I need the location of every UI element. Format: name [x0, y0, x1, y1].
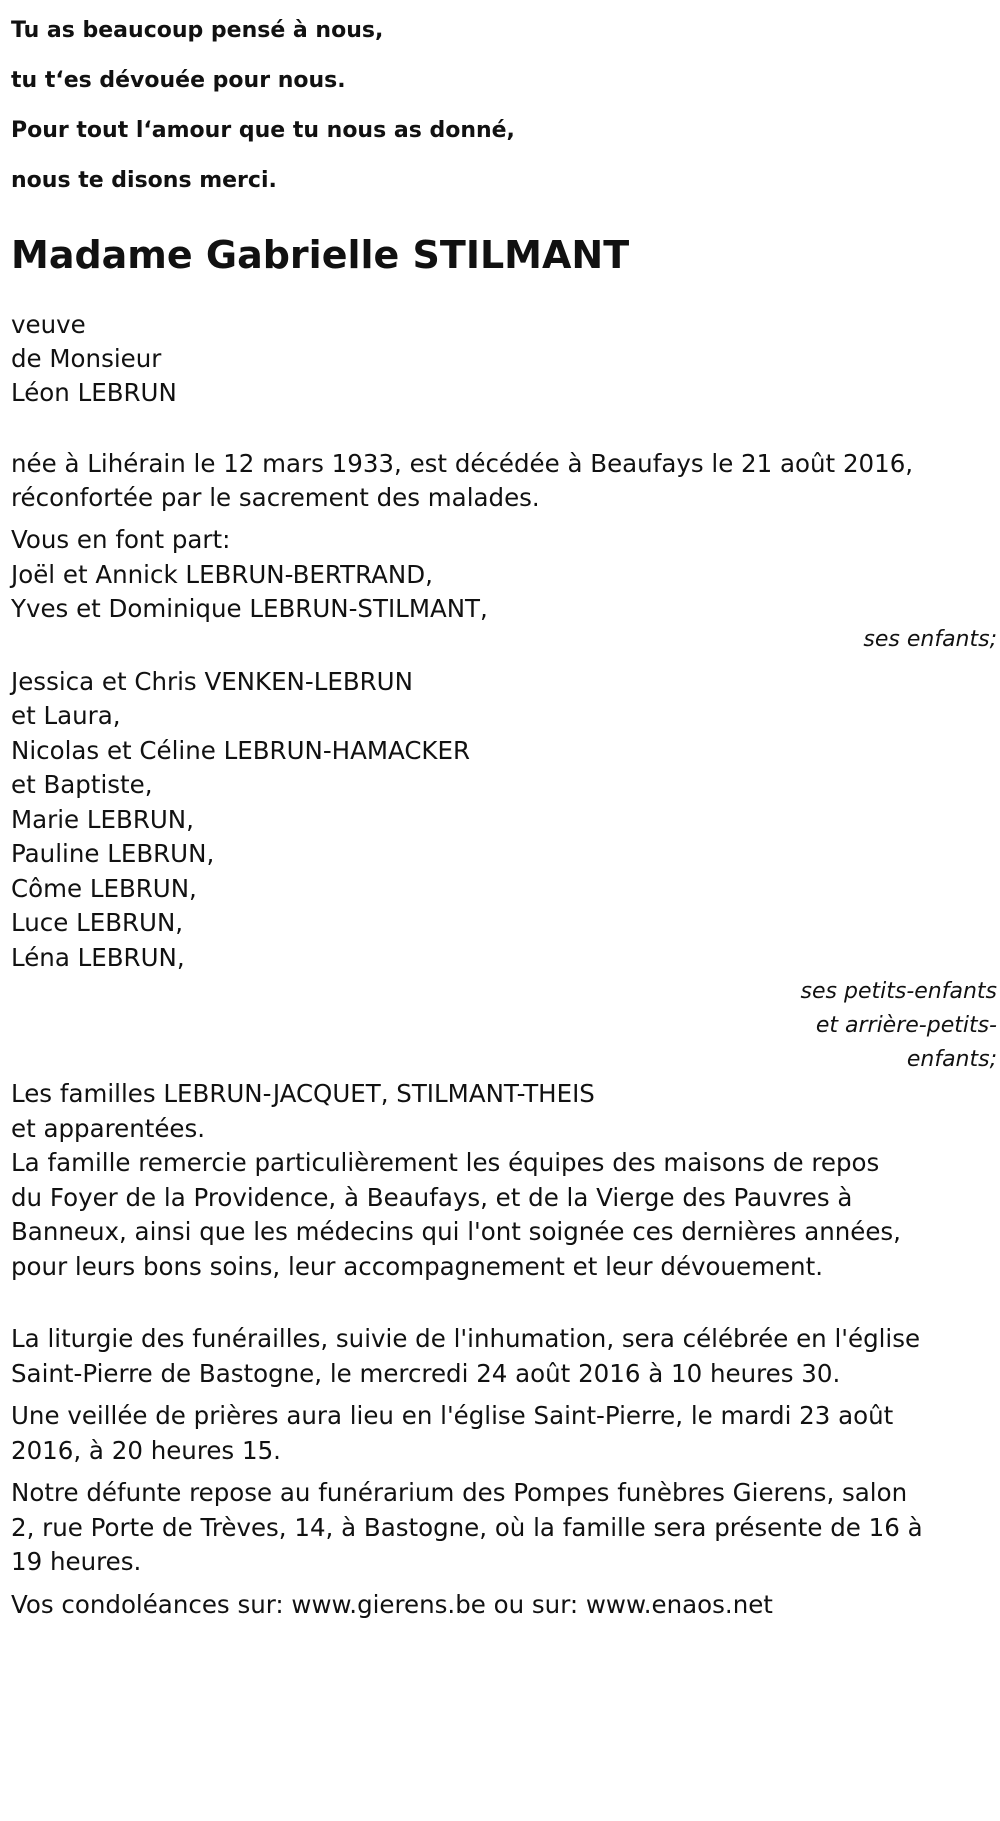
vigil-line: Une veillée de prières aura lieu en l'église Saint-Pierre, le mardi 23 août: [11, 1401, 894, 1430]
thanks-line: La famille remercie particulièrement les équipes des maisons de repos: [11, 1148, 880, 1177]
announcers-block: [11, 523, 997, 1146]
condolences-block: [11, 1588, 997, 1623]
repose-line: Notre défunte repose au funérarium des Pompes funèbres Gierens, salon: [11, 1478, 908, 1507]
status-line: de Monsieur: [11, 344, 162, 373]
grandchildren-role: ses petits-enfants: [800, 979, 997, 1004]
thanks-line: du Foyer de la Providence, à Beaufays, et de la Vierge des Pauvres à: [11, 1182, 853, 1212]
repose-line: 2, rue Porte de Trèves, 14, à Bastogne, où la famille sera présente de 16 à: [11, 1512, 923, 1542]
repose-line: 19 heures.: [11, 1547, 142, 1576]
birth-death-line: née à Lihérain le 12 mars 1933, est décédée à Beaufays le 21 août 2016,: [11, 449, 914, 478]
thanks-line: Banneux, ainsi que les médecins qui l'ont soignée ces dernières années,: [11, 1217, 901, 1246]
poem: [11, 0, 997, 206]
grandchild-line: Côme LEBRUN,: [11, 873, 197, 903]
poem-line: Tu as beaucoup pensé à nous,: [11, 18, 384, 43]
status-block: [11, 308, 997, 410]
child-line: Yves et Dominique LEBRUN-STILMANT,: [11, 594, 488, 623]
thanks-block: [11, 1146, 997, 1284]
vigil-block: [11, 1399, 997, 1468]
grandchild-line: Nicolas et Céline LEBRUN-HAMACKER: [11, 735, 471, 765]
poem-line: tu t‘es dévouée pour nous.: [11, 68, 346, 93]
families-line: Les familles LEBRUN-JACQUET, STILMANT-THEIS: [11, 1079, 595, 1108]
poem-line: Pour tout l‘amour que tu nous as donné,: [11, 118, 515, 143]
grandchild-line: Marie LEBRUN,: [11, 804, 194, 834]
birth-death-line: réconfortée par le sacrement des malades.: [11, 483, 540, 512]
grandchildren-list: [11, 665, 997, 976]
funeral-line: Saint-Pierre de Bastogne, le mercredi 24 août 2016 à 10 heures 30.: [11, 1358, 841, 1388]
grandchild-line: et Baptiste,: [11, 770, 153, 799]
obituary-notice: [11, 0, 997, 1622]
status-line: veuve: [11, 310, 86, 339]
poem-line: nous te disons merci.: [11, 168, 277, 193]
vigil-line: 2016, à 20 heures 15.: [11, 1435, 281, 1465]
funeral-block: [11, 1322, 997, 1391]
repose-block: [11, 1476, 997, 1580]
birth-death-block: [11, 447, 997, 515]
grandchild-line: Pauline LEBRUN,: [11, 839, 215, 868]
children-role: ses enfants;: [863, 626, 997, 652]
grandchildren-role: enfants;: [906, 1047, 997, 1072]
grandchild-line: Luce LEBRUN,: [11, 908, 184, 937]
grandchild-line: et Laura,: [11, 701, 121, 730]
families-line: et apparentées.: [11, 1113, 206, 1143]
status-line: Léon LEBRUN: [11, 378, 177, 407]
grandchild-line: Léna LEBRUN,: [11, 942, 185, 972]
deceased-name: Madame Gabrielle STILMANT: [11, 233, 630, 277]
grandchild-line: Jessica et Chris VENKEN-LEBRUN: [11, 666, 413, 696]
child-line: Joël et Annick LEBRUN-BERTRAND,: [11, 559, 433, 589]
funeral-line: La liturgie des funérailles, suivie de l'inhumation, sera célébrée en l'église: [11, 1324, 921, 1353]
thanks-line: pour leurs bons soins, leur accompagnement et leur dévouement.: [11, 1251, 823, 1281]
announcers-intro: Vous en font part:: [11, 525, 231, 554]
grandchildren-role: et arrière-petits-: [815, 1013, 997, 1038]
condolences-line: Vos condoléances sur: www.gierens.be ou sur: www.enaos.net: [11, 1589, 773, 1619]
